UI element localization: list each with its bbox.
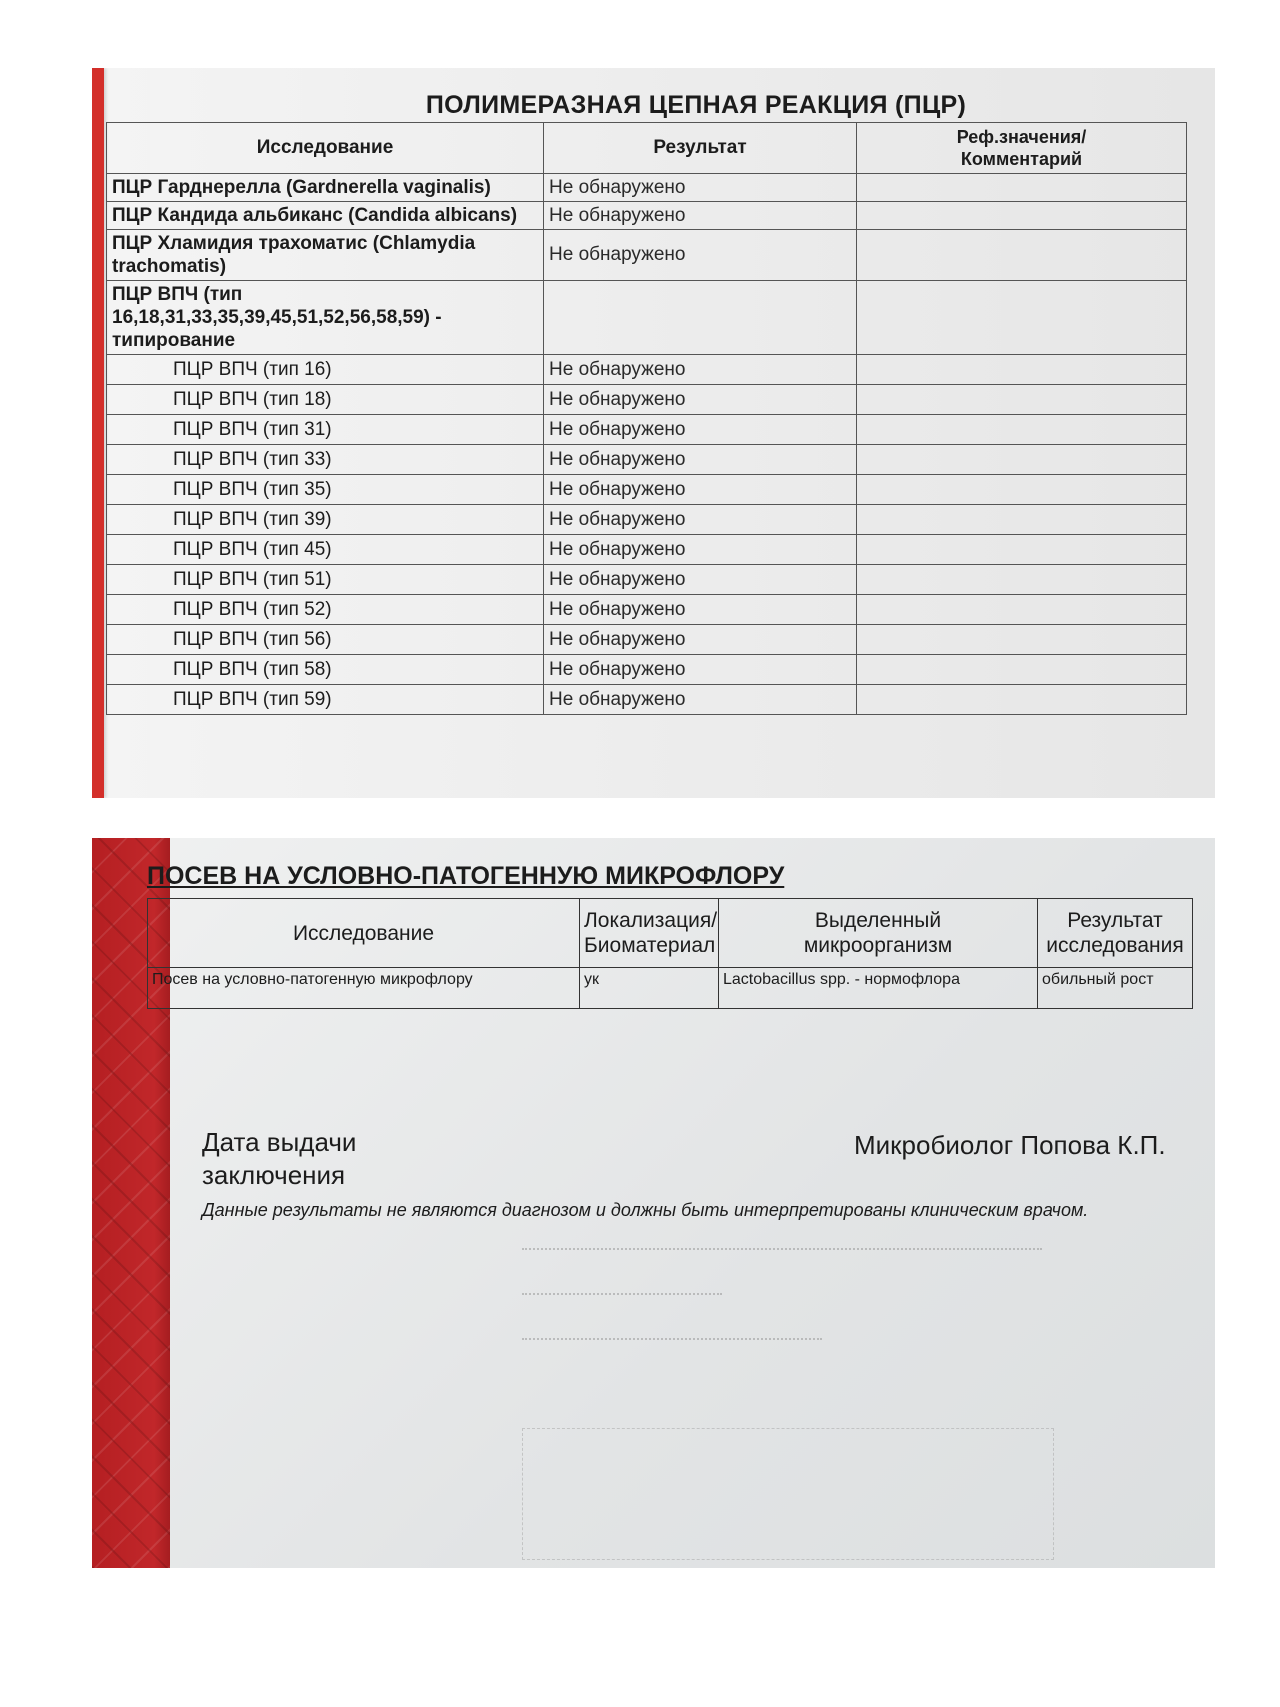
bleed-through-text xyxy=(522,1293,722,1309)
table-row xyxy=(107,415,1187,445)
hpv-type-name: ПЦР ВПЧ (тип 58) xyxy=(107,655,544,685)
hpv-type-name: ПЦР ВПЧ (тип 35) xyxy=(107,475,544,505)
signature: Микробиолог Попова К.П. xyxy=(854,1130,1166,1160)
table-row xyxy=(107,385,1187,415)
culture-table xyxy=(147,898,1193,1009)
table-row xyxy=(107,535,1187,565)
culture-section xyxy=(147,858,1197,1220)
table-row xyxy=(107,625,1187,655)
hpv-type-comment xyxy=(857,595,1187,625)
hpv-type-comment xyxy=(857,475,1187,505)
header-study: Исследование xyxy=(148,899,580,968)
hpv-type-result: Не обнаружено xyxy=(544,475,857,505)
pcr-header-row xyxy=(107,123,1187,174)
disclaimer: Данные результаты не являются диагнозом и должны быть интерпретированы клиническим врачом. xyxy=(202,1200,1089,1220)
hpv-type-comment xyxy=(857,385,1187,415)
group-row xyxy=(107,281,1187,355)
table-row xyxy=(107,202,1187,230)
hpv-type-comment xyxy=(857,655,1187,685)
red-folder-edge xyxy=(92,68,104,798)
table-row xyxy=(107,445,1187,475)
header-comment-line2: Комментарий xyxy=(960,149,1083,169)
hpv-type-name: ПЦР ВПЧ (тип 45) xyxy=(107,535,544,565)
pcr-title: ПОЛИМЕРАЗНАЯ ЦЕПНАЯ РЕАКЦИЯ (ПЦР) xyxy=(425,91,967,119)
hpv-type-name: ПЦР ВПЧ (тип 59) xyxy=(107,685,544,715)
study-result: Не обнаружено xyxy=(544,230,857,281)
hpv-type-result: Не обнаружено xyxy=(544,625,857,655)
header-result: Результат xyxy=(544,123,857,174)
header-location-line1: Локализация/ xyxy=(584,909,718,932)
hpv-type-result: Не обнаружено xyxy=(544,535,857,565)
hpv-type-comment xyxy=(857,505,1187,535)
hpv-type-result: Не обнаружено xyxy=(544,355,857,385)
hpv-type-result: Не обнаружено xyxy=(544,685,857,715)
hpv-type-comment xyxy=(857,565,1187,595)
header-study: Исследование xyxy=(107,123,544,174)
hpv-type-name: ПЦР ВПЧ (тип 18) xyxy=(107,385,544,415)
hpv-type-name: ПЦР ВПЧ (тип 31) xyxy=(107,415,544,445)
header-result-line1: Результат xyxy=(1067,909,1163,932)
table-row xyxy=(107,505,1187,535)
table-row xyxy=(107,355,1187,385)
hpv-type-result: Не обнаружено xyxy=(544,505,857,535)
hpv-type-result: Не обнаружено xyxy=(544,565,857,595)
pcr-table xyxy=(106,122,1187,715)
hpv-type-comment xyxy=(857,535,1187,565)
table-row xyxy=(148,968,1193,1009)
issue-date-line2: заключения xyxy=(202,1160,346,1190)
table-row xyxy=(107,655,1187,685)
hpv-type-name: ПЦР ВПЧ (тип 33) xyxy=(107,445,544,475)
table-row xyxy=(107,174,1187,202)
bleed-through-text xyxy=(522,1338,822,1354)
hpv-type-result: Не обнаружено xyxy=(544,385,857,415)
hpv-type-result: Не обнаружено xyxy=(544,655,857,685)
hpv-type-name: ПЦР ВПЧ (тип 16) xyxy=(107,355,544,385)
bleed-through-table xyxy=(522,1428,1054,1560)
header-comment xyxy=(857,123,1187,174)
header-organism-line1: Выделенный xyxy=(814,909,942,932)
header-location xyxy=(580,899,719,968)
study-comment xyxy=(857,230,1187,281)
study-name: ПЦР Гарднерелла (Gardnerella vaginalis) xyxy=(107,174,544,202)
header-result-line2: исследования xyxy=(1046,934,1184,957)
header-organism-line2: микроорганизм xyxy=(803,934,953,957)
hpv-type-result: Не обнаружено xyxy=(544,415,857,445)
hpv-type-name: ПЦР ВПЧ (тип 51) xyxy=(107,565,544,595)
table-row xyxy=(107,475,1187,505)
issue-date-line1: Дата выдачи xyxy=(202,1127,357,1157)
bleed-through-text xyxy=(522,1248,1042,1264)
table-row xyxy=(107,685,1187,715)
header-location-line2: Биоматериал xyxy=(584,934,716,957)
table-row xyxy=(107,595,1187,625)
culture-location: ук xyxy=(580,968,719,1009)
group-comment xyxy=(857,281,1187,355)
study-result: Не обнаружено xyxy=(544,174,857,202)
table-row xyxy=(107,230,1187,281)
hpv-type-result: Не обнаружено xyxy=(544,445,857,475)
hpv-type-name: ПЦР ВПЧ (тип 39) xyxy=(107,505,544,535)
study-comment xyxy=(857,174,1187,202)
hpv-type-comment xyxy=(857,445,1187,475)
study-name: ПЦР Кандида альбиканс (Candida albicans) xyxy=(107,202,544,230)
culture-photo xyxy=(92,838,1215,1568)
culture-result: обильный рост xyxy=(1038,968,1193,1009)
culture-header-row xyxy=(148,899,1193,968)
issue-date-label xyxy=(202,1126,356,1192)
hpv-type-comment xyxy=(857,685,1187,715)
header-comment-line1: Реф.значения/ xyxy=(956,127,1087,147)
hpv-type-name: ПЦР ВПЧ (тип 56) xyxy=(107,625,544,655)
header-organism xyxy=(719,899,1038,968)
hpv-type-comment xyxy=(857,625,1187,655)
culture-organism: Lactobacillus spp. - нормофлора xyxy=(719,968,1038,1009)
hpv-type-name: ПЦР ВПЧ (тип 52) xyxy=(107,595,544,625)
table-row xyxy=(107,565,1187,595)
culture-study: Посев на условно-патогенную микрофлору xyxy=(148,968,580,1009)
pcr-photo xyxy=(92,68,1215,798)
culture-title: ПОСЕВ НА УСЛОВНО-ПАТОГЕННУЮ МИКРОФЛОРУ xyxy=(147,862,785,890)
hpv-type-result: Не обнаружено xyxy=(544,595,857,625)
study-comment xyxy=(857,202,1187,230)
header-result xyxy=(1038,899,1193,968)
group-name: ПЦР ВПЧ (тип 16,18,31,33,35,39,45,51,52,56,58,59) - типирование xyxy=(107,281,544,355)
pcr-section xyxy=(106,88,1186,715)
hpv-type-comment xyxy=(857,355,1187,385)
study-result: Не обнаружено xyxy=(544,202,857,230)
hpv-type-comment xyxy=(857,415,1187,445)
study-name: ПЦР Хламидия трахоматис (Chlamydia trachomatis) xyxy=(107,230,544,281)
group-result xyxy=(544,281,857,355)
